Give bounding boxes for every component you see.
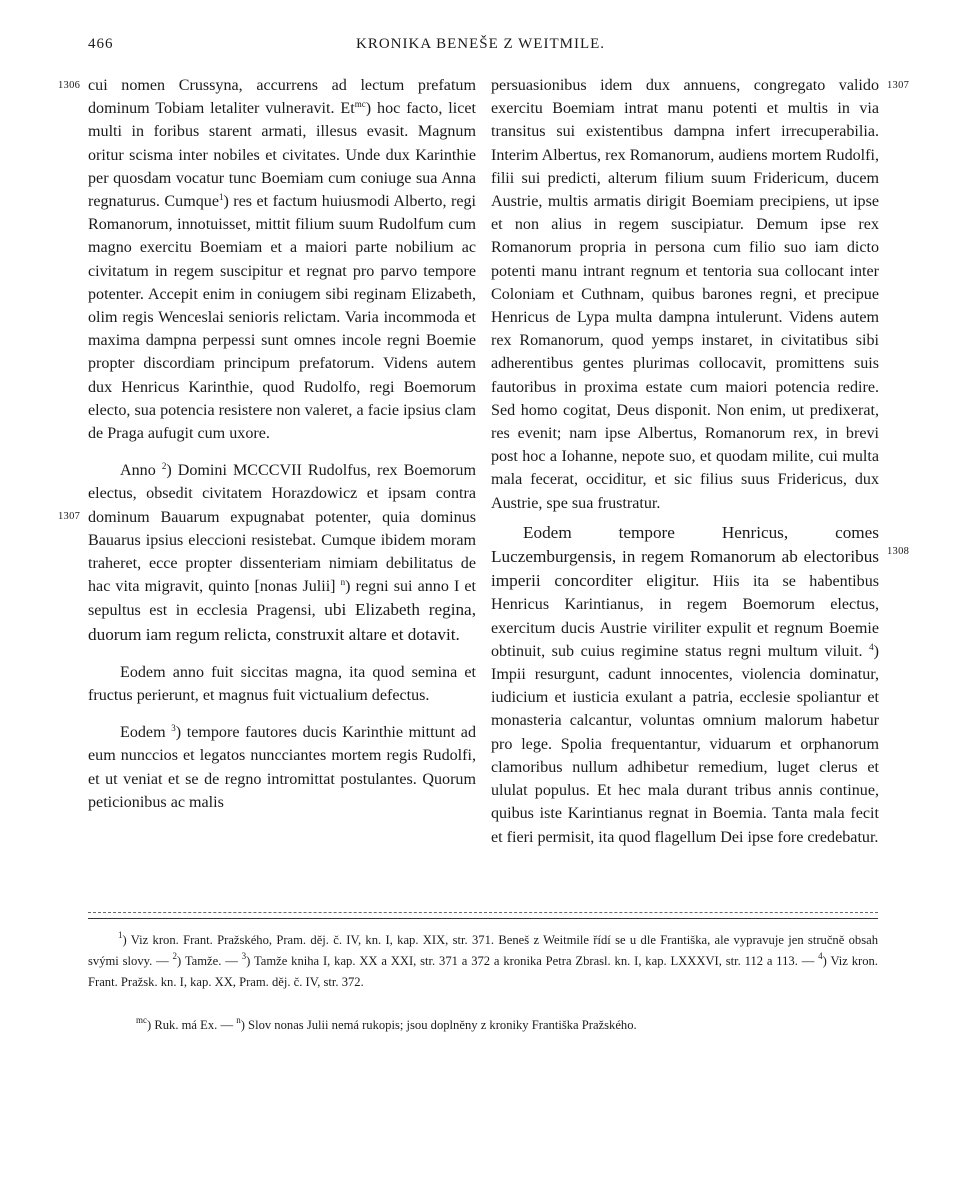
paragraph: Eodem tempore Henricus, comes Luczemburgensis, in regem Romanorum ab electoribus imperii concorditer eligitur. Hiis ita se habentibus Henricus Karintianus, in regem Boemorum electus, exercitum ducis Austrie viriliter expulit et regnum Boemie obtinuit, sub cuius regimine status regni multum viluit. $^4$) Impii resurgunt, cadunt innocentes, violencia dominatur, iudicium et iusticia exulant a patria, ecclesie spoliantur et monasteria calcantur, voluntas omnium malorum habetur pro lege. Spolia frequentantur, viduarum et orphanorum clamoribus nullum adhibetur remedium, luget clerus et ululat populus. Et hec mala durant tribus annis continue, quibus iste Karintianus regnat in Boemia. Tanta mala fecit et fieri permisit, ita quod flagellum Dei ipse fore credebatur. bbox=[491, 522, 879, 846]
margin-year-1306: 1306 bbox=[58, 80, 81, 91]
running-header bbox=[88, 36, 878, 58]
footnotes bbox=[88, 930, 878, 993]
margin-year-1307-right: 1307 bbox=[887, 80, 910, 91]
page-number: 466 bbox=[88, 36, 114, 52]
left-column bbox=[88, 74, 476, 814]
right-column bbox=[491, 74, 879, 849]
footnote-divider bbox=[88, 918, 878, 919]
textual-notes bbox=[136, 1015, 878, 1036]
paragraph: Eodem $^3$) tempore fautores ducis Karinthie mittunt ad eum nunccios et legatos nuncciantes mortem regis Rudolfi, et ut veniat et se de regno intromittat postulantes. Quorum peticionibus ac malis bbox=[88, 723, 476, 811]
footnote: $^{mc}$) Ruk. má Ex. — $^n$) Slov nonas Julii nemá rukopis; jsou doplněny z kroniky Františka Pražského. bbox=[136, 1015, 637, 1032]
paragraph: Anno $^2$) Domini MCCCVII Rudolfus, rex Boemorum electus, obsedit civitatem Horazdowicz et ipsam contra dominum Bauarum expugnabat potenter, quia dominus Bauarus ipsius eleccioni resistebat. Cumque ibidem moram traheret, ecce propter dissenteriam nimiam debilitatus de hac vita migravit, quinto [nonas Julii] $^n$) regni sui anno I et sepultus est in ecclesia Pragensi, ubi Elizabeth regina, duorum iam regum relicta, construxit altare et dotavit. bbox=[88, 461, 477, 644]
footnote-divider bbox=[88, 912, 878, 913]
running-title: KRONIKA BENEŠE Z WEITMILE. bbox=[356, 36, 606, 52]
margin-year-1308: 1308 bbox=[887, 546, 910, 557]
paragraph: cui nomen Crussyna, accurrens ad lectum prefatum dominum Tobiam letaliter vulneravit. $Et^{mc}$) hoc facto, licet multi in foribus starent armati, illesus evasit. Magnum oritur scisma inter nobiles et civitates. Unde dux Karinthie per quosdam vocatur tunc Boemiam cum coniuge sua Anna regnaturus. Cumque$^1$) res et factum huiusmodi Alberto, regi Romanorum, innotuisset, mittit filium suum Rudolfum cum magno exercitu Boemiam et a maiori parte nobilium ac civitatum in regem suscipitur et regnat pro parvo tempore potenter. Accepit enim in coniugem sibi reginam Elizabeth, olim regis Wenceslai senioris relictam. Varia incommoda et maxima dampna perpessi sunt omnes incole regni Boemie propter discordiam principum prefatorum. Videns autem dux Henricus Karinthie, quod Rudolfo, regi Boemorum electo, sua potencia resistere non valeret, a facie ipsius clam de Praga aufugit cum uxore. bbox=[88, 77, 476, 443]
paragraph: persuasionibus idem dux annuens, congregato valido exercitu Boemiam intrat manu potenti et multis in via transitus sui existentibus dampna infert irrecuperabilia. Interim Albertus, rex Romanorum, audiens mortem Rudolfi, filii sui predicti, alterum filium suum Fridericum, ducem Austrie, multis armatis dirigit Boemiam precipiens, ut ipse et non alius in regem suscipiatur. Demum ipse rex Romanorum propria in persona cum filio suo iam dicto potenti manu intrant regnum et tentoria sua collocant inter Coloniam et Cuthnam, quibus barones regni, et precipue Henricus de Lypa multa dampna intulerunt. Videns autem rex Romanorum, quod yemps instaret, in civitatibus sibi adherentibus gentes plurimas collocavit, promittens suis fautoribus in proxima estate cum maiori potencia redire. Sed homo cogitat, Deus disponit. Non enim, ut predixerat, res evenit; nam ipse Albertus, Romanorum rex, in brevi post hoc a Iohanne, nepote suo, et quodam milite, cui multa mala fecerat, occiditur, et sic filius suus Fridericus, dux Austrie, spe sua frustratur. bbox=[491, 77, 879, 512]
margin-year-1307-left: 1307 bbox=[58, 511, 81, 522]
paragraph: Eodem anno fuit siccitas magna, ita quod semina et fructus perierunt, et magnus fuit victualium defectus. bbox=[88, 663, 476, 705]
footnote: $^1$) Viz kron. Frant. Pražského, Pram. děj. č. IV, kn. I, kap. XIX, str. 371. Beneš z Weitmile řídí se u dle Františka, ale vypravuje jen stručně obsah svými slovy. — $^2$) Tamže. — $^3$) Tamže kniha I, kap. XX a XXI, str. 371 a 372 a kronika Petra Zbrasl. kn. I, kap. LXXXVI, str. 112 a 113. — $^4$) Viz kron. Frant. Pražsk. kn. I, kap. XX, Pram. děj. č. IV, str. 372. bbox=[88, 930, 878, 989]
